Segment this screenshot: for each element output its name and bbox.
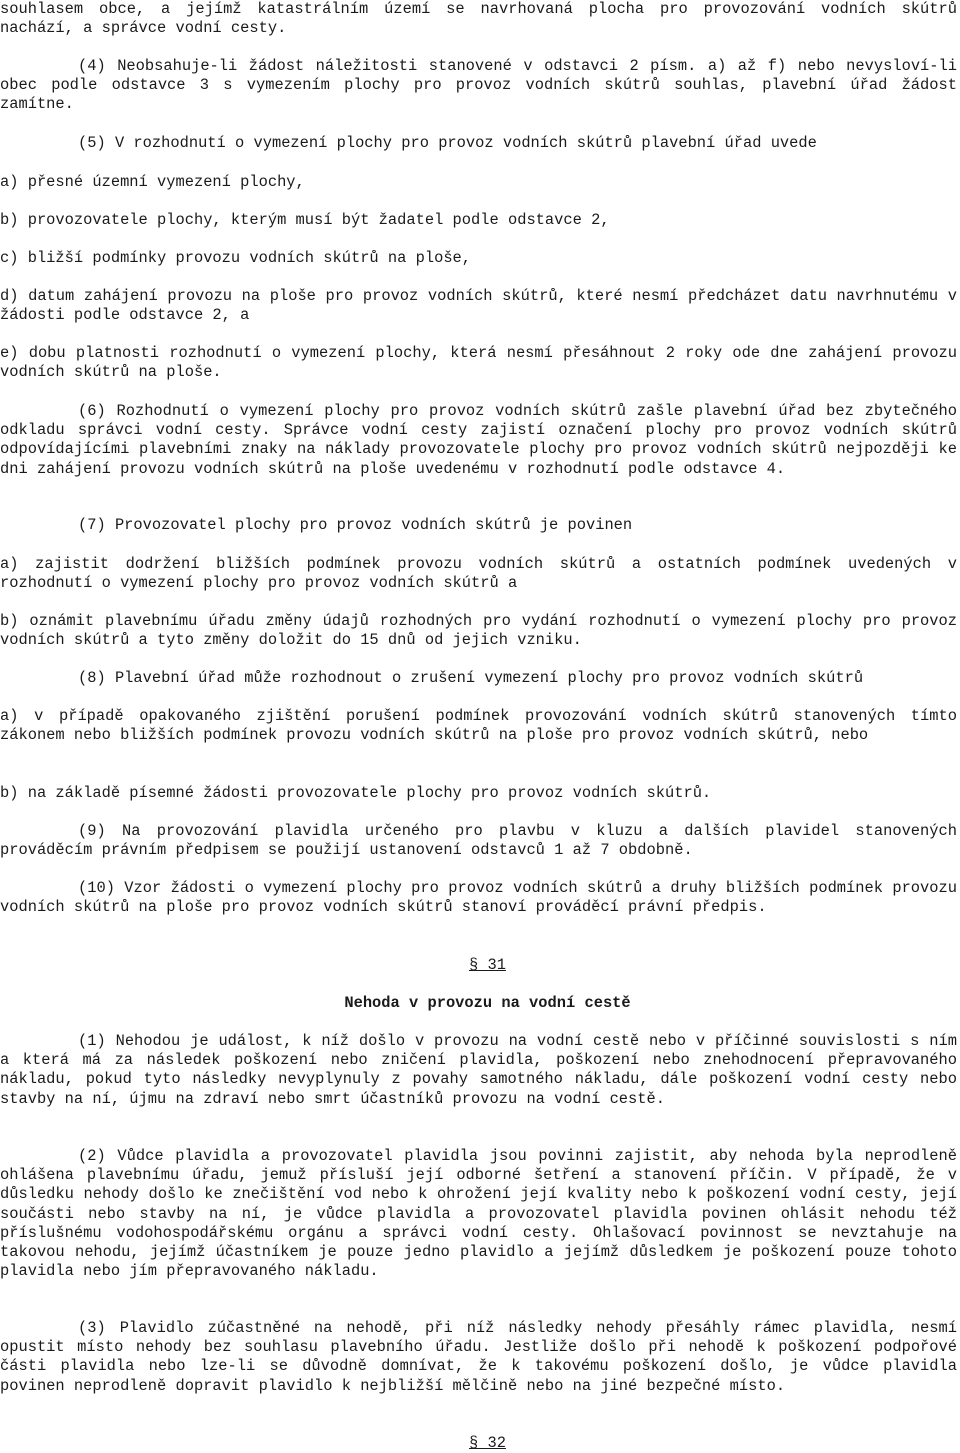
next-section-number <box>0 1434 960 1453</box>
section-31-label: § 31 <box>469 956 506 974</box>
paragraph-8-item-b: b) na základě písemné žádosti provozovatele plochy pro provoz vodních skútrů. <box>0 784 712 802</box>
paragraph-4: (4) Neobsahuje-li žádost náležitosti stanovené v odstavci 2 písm. a) až f) nebo nevysloví-li obec podle odstavce 3 s vymezením plochy pro provoz vodních skútrů souhlas, plavební úřad žádost zamítne. <box>0 57 957 114</box>
section-31-paragraph-2: (2) Vůdce plavidla a provozovatel plavidla jsou povinni zajistit, aby nehoda byla neprodleně ohlášena plavebnímu úřadu, jemuž přísluší její odborné šetření a stanovení příčin. V případě, že v důsledku nehody došlo ke znečištění vod nebo k ohrožení její kvality nebo k poškození vodní cesty, její součásti nebo stavby na ní, je vůdce plavidla a provozovatel plavidla povinen ohlásit nehodu též příslušnému vodohospodářskému orgánu a správci vodní cesty. Ohlašovací povinnost se nevztahuje na takovou nehodu, jejímž účastníkem je pouze jedno plavidlo a jejímž důsledkem je poškození pouze tohoto plavidla nebo jím přepravovaného nákladu. <box>0 1147 957 1281</box>
paragraph-continuation: souhlasem obce, a jejímž katastrálním území se navrhovaná plocha pro provozování vodních skútrů nachází, a správce vodní cesty. <box>0 0 957 38</box>
paragraph-7-item-a: a) zajistit dodržení bližších podmínek provozu vodních skútrů a ostatních podmínek uvedených v rozhodnutí o vymezení plochy pro provoz vodních skútrů a <box>0 555 957 593</box>
paragraph-8-item-a: a) v případě opakovaného zjištění porušení podmínek provozování vodních skútrů stanovených tímto zákonem nebo bližších podmínek provozu vodních skútrů na ploše pro provoz vodních skútrů, nebo <box>0 707 957 745</box>
section-32-label: § 32 <box>469 1434 506 1452</box>
paragraph-5-item-b: b) provozovatele plochy, kterým musí být žadatel podle odstavce 2, <box>0 211 610 229</box>
paragraph-7-item-b: b) oznámit plavebnímu úřadu změny údajů rozhodných pro vydání rozhodnutí o vymezení plochy pro provoz vodních skútrů a tyto změny doložit do 15 dnů od jejich vzniku. <box>0 612 957 650</box>
section-31-paragraph-3: (3) Plavidlo zúčastněné na nehodě, při níž následky nehody přesáhly rámec plavidla, nesmí opustit místo nehody bez souhlasu plavebního úřadu. Jestliže došlo při nehodě k poškození podpořové části plavidla nebo lze-li se důvodně domnívat, že k takovému poškození došlo, je vůdce plavidla povinen neprodleně dopravit plavidlo k nejbližší mělčině nebo na jiné bezpečné místo. <box>0 1319 957 1395</box>
section-title: Nehoda v provozu na vodní cestě <box>344 994 631 1012</box>
paragraph-5-item-d: d) datum zahájení provozu na ploše pro provoz vodních skútrů, které nesmí předcházet datu navrhnutému v žádosti podle odstavce 2, a <box>0 287 957 325</box>
paragraph-6: (6) Rozhodnutí o vymezení plochy pro provoz vodních skútrů zašle plavební úřad bez zbytečného odkladu správci vodní cesty. Správce vodní cesty zajistí označení plochy pro provoz vodních skútrů odpovídajícími plavebními znaky na náklady provozovatele plochy pro provoz vodních skútrů nejpozději ke dni zahájení provozu vodních skútrů na ploše uvedenému v rozhodnutí podle odstavce 4. <box>0 402 957 478</box>
paragraph-5-item-a: a) přesné územní vymezení plochy, <box>0 173 305 191</box>
paragraph-5: (5) V rozhodnutí o vymezení plochy pro provoz vodních skútrů plavební úřad uvede <box>78 134 817 152</box>
paragraph-7: (7) Provozovatel plochy pro provoz vodních skútrů je povinen <box>78 516 633 534</box>
section-number <box>0 956 960 975</box>
paragraph-8: (8) Plavební úřad může rozhodnout o zrušení vymezení plochy pro provoz vodních skútrů <box>78 669 864 687</box>
paragraph-10: (10) Vzor žádosti o vymezení plochy pro provoz vodních skútrů a druhy bližších podmínek provozu vodních skútrů na ploše pro provoz vodních skútrů stanoví prováděcí právní předpis. <box>0 879 957 917</box>
paragraph-5-item-c: c) bližší podmínky provozu vodních skútrů na ploše, <box>0 249 472 267</box>
paragraph-5-item-e: e) dobu platnosti rozhodnutí o vymezení plochy, která nesmí přesáhnout 2 roky ode dne zahájení provozu vodních skútrů na ploše. <box>0 344 957 382</box>
section-31-paragraph-1: (1) Nehodou je událost, k níž došlo v provozu na vodní cestě nebo v příčinné souvislosti s ním a která má za následek poškození nebo zničení plavidla, poškození nebo znehodnocení přepravovaného nákladu, pokud tyto následky nevyplynuly z povahy samotného nákladu, dále poškození vodní cesty nebo stavby na ní, újmu na zdraví nebo smrt účastníků provozu na vodní cestě. <box>0 1032 957 1108</box>
paragraph-9: (9) Na provozování plavidla určeného pro plavbu v kluzu a dalších plavidel stanovených prováděcím právním předpisem se použijí ustanovení odstavců 1 až 7 obdobně. <box>0 822 957 860</box>
